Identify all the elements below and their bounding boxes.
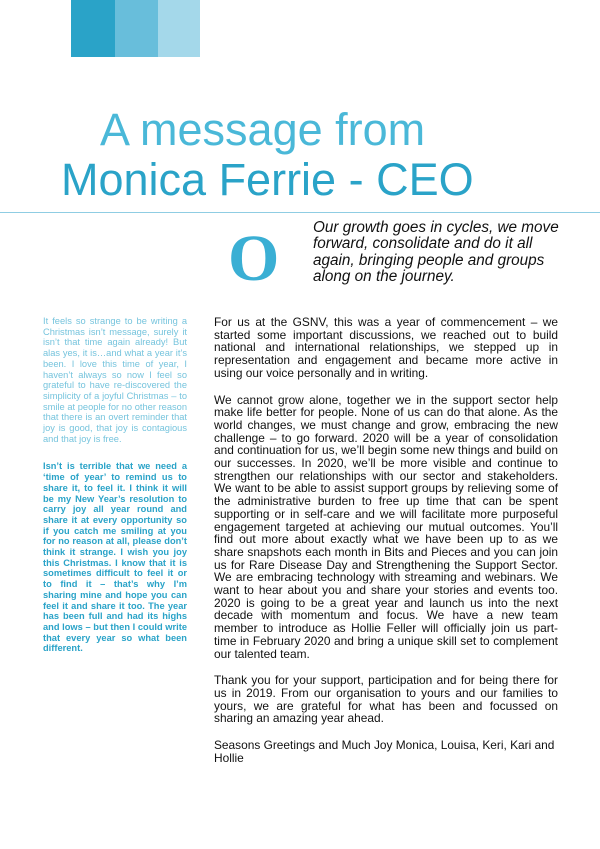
- pull-quote: Our growth goes in cycles, we move forward, consolidate and do it all again, bringing people and groups along on the journey.: [313, 219, 559, 285]
- title-divider: [0, 212, 600, 213]
- main-body-column: [214, 316, 558, 779]
- body-paragraph-3: Thank you for your support, participation and for being there for us in 2019. From our organisation to yours and our families to yours, we are grateful for what has been and focussed on sharing an amazing year ahead.: [214, 673, 558, 726]
- body-paragraph-1: For us at the GSNV, this was a year of commencement – we started some important discussions, we reached out to build national and international relationships, we stepped up in representation and engagement and became more active in using our voice personally and in writing.: [214, 315, 558, 380]
- sidebar-paragraph-1: It feels so strange to be writing a Christmas isn’t message, surely it isn’t that time again already! But alas yes, it is…and what a year it’s been. I love this time of year, I haven’t always so now I feel so grateful to have re-discovered the simplicity of a joyful Christmas – to smile at people for no other reason that there is an overt reminder that joy is good, that joy is contagious and that joy is free.: [43, 316, 187, 444]
- sidebar-paragraph-2: Isn’t is terrible that we need a ‘time of year’ to remind us to share it, to feel it. I think it will be my New Year’s resolution to carry joy all year round and share it at every opportunity so if you catch me smiling at you for no reason at all, please don’t think it strange. I wish you joy this Christmas. I know that it is sometimes difficult to feel it or to find it – that’s why I’m sharing mine and hope you can feel it and share it too. The year has been full and had its highs and lows – but then I could write that every year so what been different.: [43, 461, 187, 654]
- sidebar-column: [43, 316, 187, 654]
- page-title-line1: A message from: [100, 104, 426, 155]
- signoff: Seasons Greetings and Much Joy Monica, Louisa, Keri, Kari and Hollie: [214, 738, 555, 765]
- pull-quote-drop-cap: O: [228, 222, 280, 295]
- page-title-line2: Monica Ferrie - CEO: [61, 154, 474, 205]
- header-color-block-light: [158, 0, 200, 57]
- body-paragraph-2: We cannot grow alone, together we in the support sector help make life better for people. None of us can do that alone. As the world changes, we must change and grow, embracing the new challenge – to go forward. 2020 will be a year of consolidation and continuation for us, we’ll begin some new things and build on our successes. In 2020, we’ll be more visible and continue to strengthen our relationships with our sector and stakeholders. We want to be able to assist support groups by relieving some of the administrative burden to free up time that can be spent supporting or in self-care and we will facilitate more purposeful engagement targeted at achieving our mutual outcomes. You’ll find out more about exactly what we have been up to as we share snapshots each month in Bits and Pieces and you can join us for Rare Disease Day and Strengthening the Support Sector. We are embracing technology with streaming and webinars. We want to hear about you and share your stories and events too. 2020 is going to be a great year and launch us into the next decade with momentum and focus. We have a new team member to introduce as Hollie Feller will officially join us part-time in February 2020 and bring a unique skill set to complement our talented team.: [214, 392, 558, 661]
- header-color-block-mid: [115, 0, 158, 57]
- header-color-block-dark: [71, 0, 115, 57]
